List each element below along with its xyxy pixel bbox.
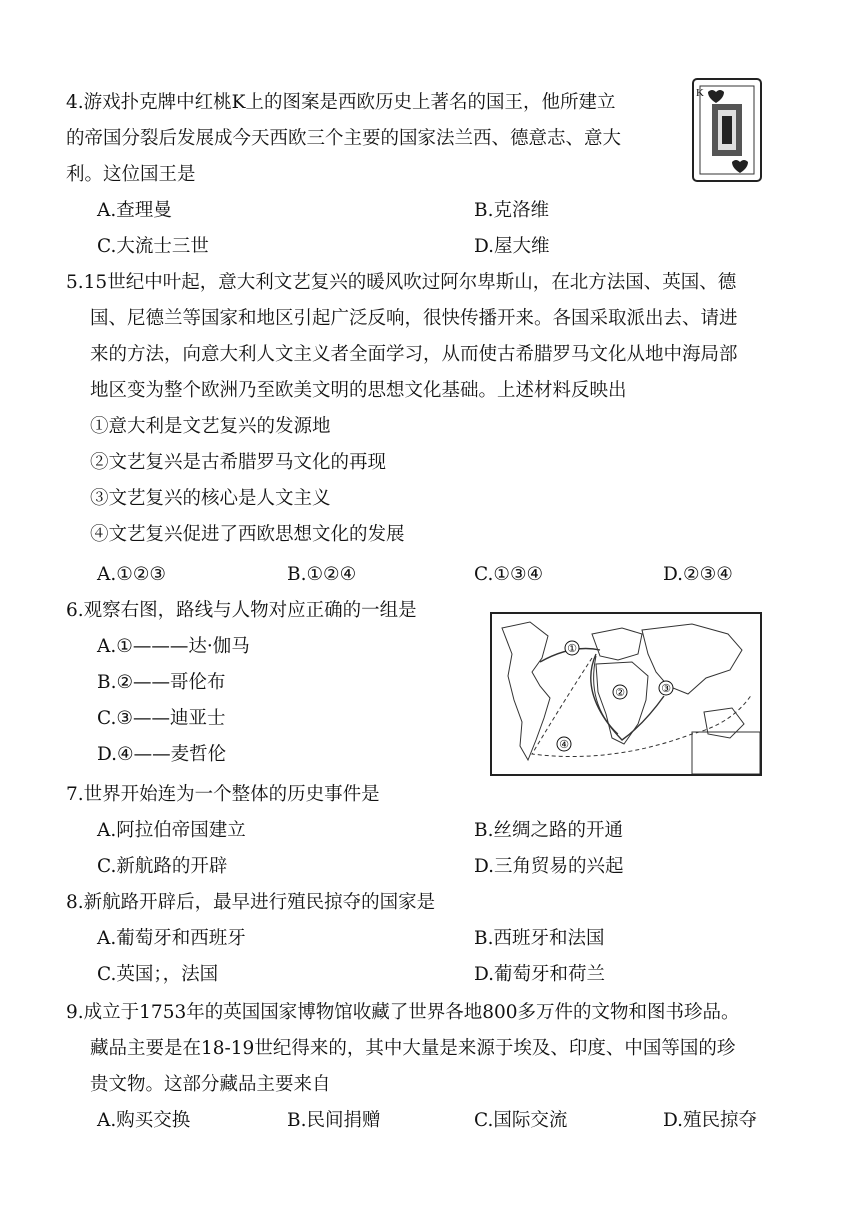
q9-stem-line-1: 9.成立于1753年的英国国家博物馆收藏了世界各地800多万件的文物和图书珍品。 bbox=[66, 1002, 740, 1023]
q6-option-b[interactable]: B.②——哥伦布 bbox=[97, 672, 226, 693]
q5-statement-4: ④文艺复兴促进了西欧思想文化的发展 bbox=[90, 524, 405, 545]
q7-stem: 7.世界开始连为一个整体的历史事件是 bbox=[66, 784, 380, 805]
q8-stem: 8.新航路开辟后，最早进行殖民掠夺的国家是 bbox=[66, 892, 436, 913]
route-marker-1: ① bbox=[567, 642, 577, 655]
route-marker-3: ③ bbox=[661, 682, 671, 695]
q6-option-d[interactable]: D.④——麦哲伦 bbox=[97, 744, 227, 765]
card-corner-letter: K bbox=[696, 87, 704, 99]
q5-option-c[interactable]: C.①③④ bbox=[474, 564, 544, 585]
q9-option-c[interactable]: C.国际交流 bbox=[474, 1110, 568, 1131]
q5-statement-1: ①意大利是文艺复兴的发源地 bbox=[90, 416, 331, 437]
q7-option-a[interactable]: A.阿拉伯帝国建立 bbox=[97, 820, 246, 841]
q5-option-b[interactable]: B.①②④ bbox=[287, 564, 357, 585]
q9-stem-line-2: 藏品主要是在18-19世纪得来的，其中大量是来源于埃及、印度、中国等国的珍 bbox=[90, 1038, 736, 1059]
q8-option-a[interactable]: A.葡萄牙和西班牙 bbox=[97, 928, 246, 949]
q5-statement-2: ②文艺复兴是古希腊罗马文化的再现 bbox=[90, 452, 387, 473]
q7-option-b[interactable]: B.丝绸之路的开通 bbox=[474, 820, 623, 841]
q9-stem-line-3: 贵文物。这部分藏品主要来自 bbox=[90, 1074, 331, 1095]
q6-option-c[interactable]: C.③——迪亚士 bbox=[97, 708, 226, 729]
route-marker-4: ④ bbox=[559, 738, 569, 751]
new-sea-routes-map bbox=[490, 612, 762, 776]
q7-option-c[interactable]: C.新航路的开辟 bbox=[97, 856, 228, 877]
q8-option-b[interactable]: B.西班牙和法国 bbox=[474, 928, 605, 949]
q5-stem-line-3: 来的方法，向意大利人文主义者全面学习，从而使古希腊罗马文化从地中海局部 bbox=[90, 344, 738, 365]
q6-option-a[interactable]: A.①———达·伽马 bbox=[97, 636, 250, 657]
q9-option-b[interactable]: B.民间捐赠 bbox=[287, 1110, 381, 1131]
q5-option-a[interactable]: A.①②③ bbox=[97, 564, 166, 585]
q8-option-d[interactable]: D.葡萄牙和荷兰 bbox=[474, 964, 606, 985]
q4-option-d[interactable]: D.屋大维 bbox=[474, 236, 550, 257]
q5-option-d[interactable]: D.②③④ bbox=[663, 564, 733, 585]
q7-option-d[interactable]: D.三角贸易的兴起 bbox=[474, 856, 624, 877]
playing-card-icon bbox=[694, 80, 760, 180]
q4-option-b[interactable]: B.克洛维 bbox=[474, 200, 549, 221]
q8-option-c[interactable]: C.英国；，法国 bbox=[97, 964, 219, 985]
q4-option-c[interactable]: C.大流士三世 bbox=[97, 236, 209, 257]
q9-option-d[interactable]: D.殖民掠夺 bbox=[663, 1110, 758, 1131]
q4-stem-line-3: 利。这位国王是 bbox=[66, 164, 196, 185]
q5-stem-line-4: 地区变为整个欧洲乃至欧美文明的思想文化基础。上述材料反映出 bbox=[90, 380, 627, 401]
route-marker-2: ② bbox=[615, 686, 625, 699]
q4-option-a[interactable]: A.查理曼 bbox=[97, 200, 172, 221]
q9-option-a[interactable]: A.购买交换 bbox=[97, 1110, 191, 1131]
world-map-icon bbox=[492, 614, 760, 774]
q5-stem-line-2: 国、尼德兰等国家和地区引起广泛反响，很快传播开来。各国采取派出去、请进 bbox=[90, 308, 738, 329]
q5-stem-line-1: 5.15世纪中叶起，意大利文艺复兴的暖风吹过阿尔卑斯山，在北方法国、英国、德 bbox=[66, 272, 737, 293]
q4-stem-line-1: 4.游戏扑克牌中红桃K上的图案是西欧历史上著名的国王，他所建立 bbox=[66, 92, 616, 113]
playing-card-king-of-hearts-image bbox=[692, 78, 762, 182]
q4-stem-line-2: 的帝国分裂后发展成今天西欧三个主要的国家法兰西、德意志、意大 bbox=[66, 128, 622, 149]
q6-stem: 6.观察右图，路线与人物对应正确的一组是 bbox=[66, 600, 417, 621]
q5-statement-3: ③文艺复兴的核心是人文主义 bbox=[90, 488, 331, 509]
